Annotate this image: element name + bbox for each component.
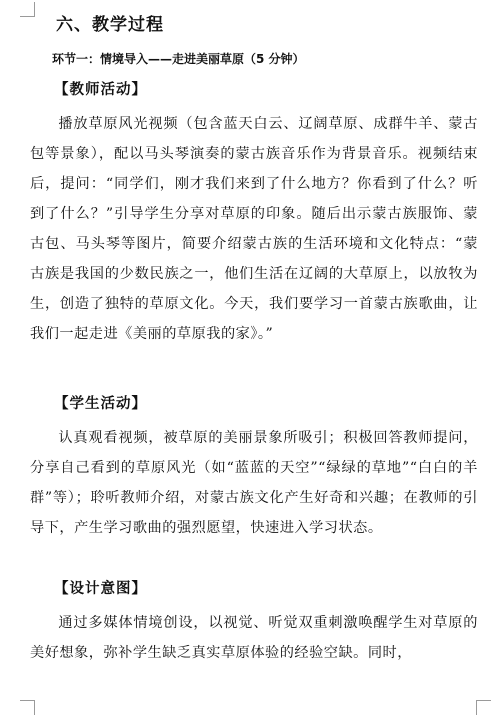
teacher-activity-heading: 【教师活动】: [54, 82, 147, 98]
design-intent-text: 通过多媒体情境创设，以视觉、听觉双重刺激唤醒学生对草原的美好想象，弥补学生缺乏真实草原体验的经验空缺。同时，: [30, 615, 478, 661]
section-title: 六、教学过程: [56, 15, 164, 35]
page-corner-mark: [20, 2, 35, 17]
teacher-activity-text: 播放草原风光视频（包含蓝天白云、辽阔草原、成群牛羊、蒙古包等景象），配以马头琴演奏的蒙古族音乐作为背景音乐。视频结束后，提问：“同学们，刚才我们来到了什么地方？你看到了什么？听到了什么？”引导学生分享对草原的印象。随后出示蒙古族服饰、蒙古包、马头琴等图片，简要介绍蒙古族的生活环境和文化特点：“蒙古族是我国的少数民族之一，他们生活在辽阔的大草原上，以放牧为生，创造了独特的草原文化。今天，我们要学习一首蒙古族歌曲，让我们一起走进《美丽的草原我的家》。”: [30, 116, 478, 342]
student-activity-text: 认真观看视频，被草原的美丽景象所吸引；积极回答教师提问，分享自己看到的草原风光（如“蓝蓝的天空”“绿绿的草地”“白白的羊群”等）；聆听教师介绍，对蒙古族文化产生好奇和兴趣；在教师的引导下，产生学习歌曲的强烈愿望，快速进入学习状态。: [30, 430, 478, 536]
page-corner-mark: [20, 700, 35, 715]
stage-subtitle: 环节一：情境导入——走进美丽草原（5 分钟）: [52, 52, 305, 66]
page-corner-mark: [476, 700, 491, 715]
design-intent-heading: 【设计意图】: [54, 581, 147, 597]
student-activity-heading: 【学生活动】: [54, 396, 147, 412]
